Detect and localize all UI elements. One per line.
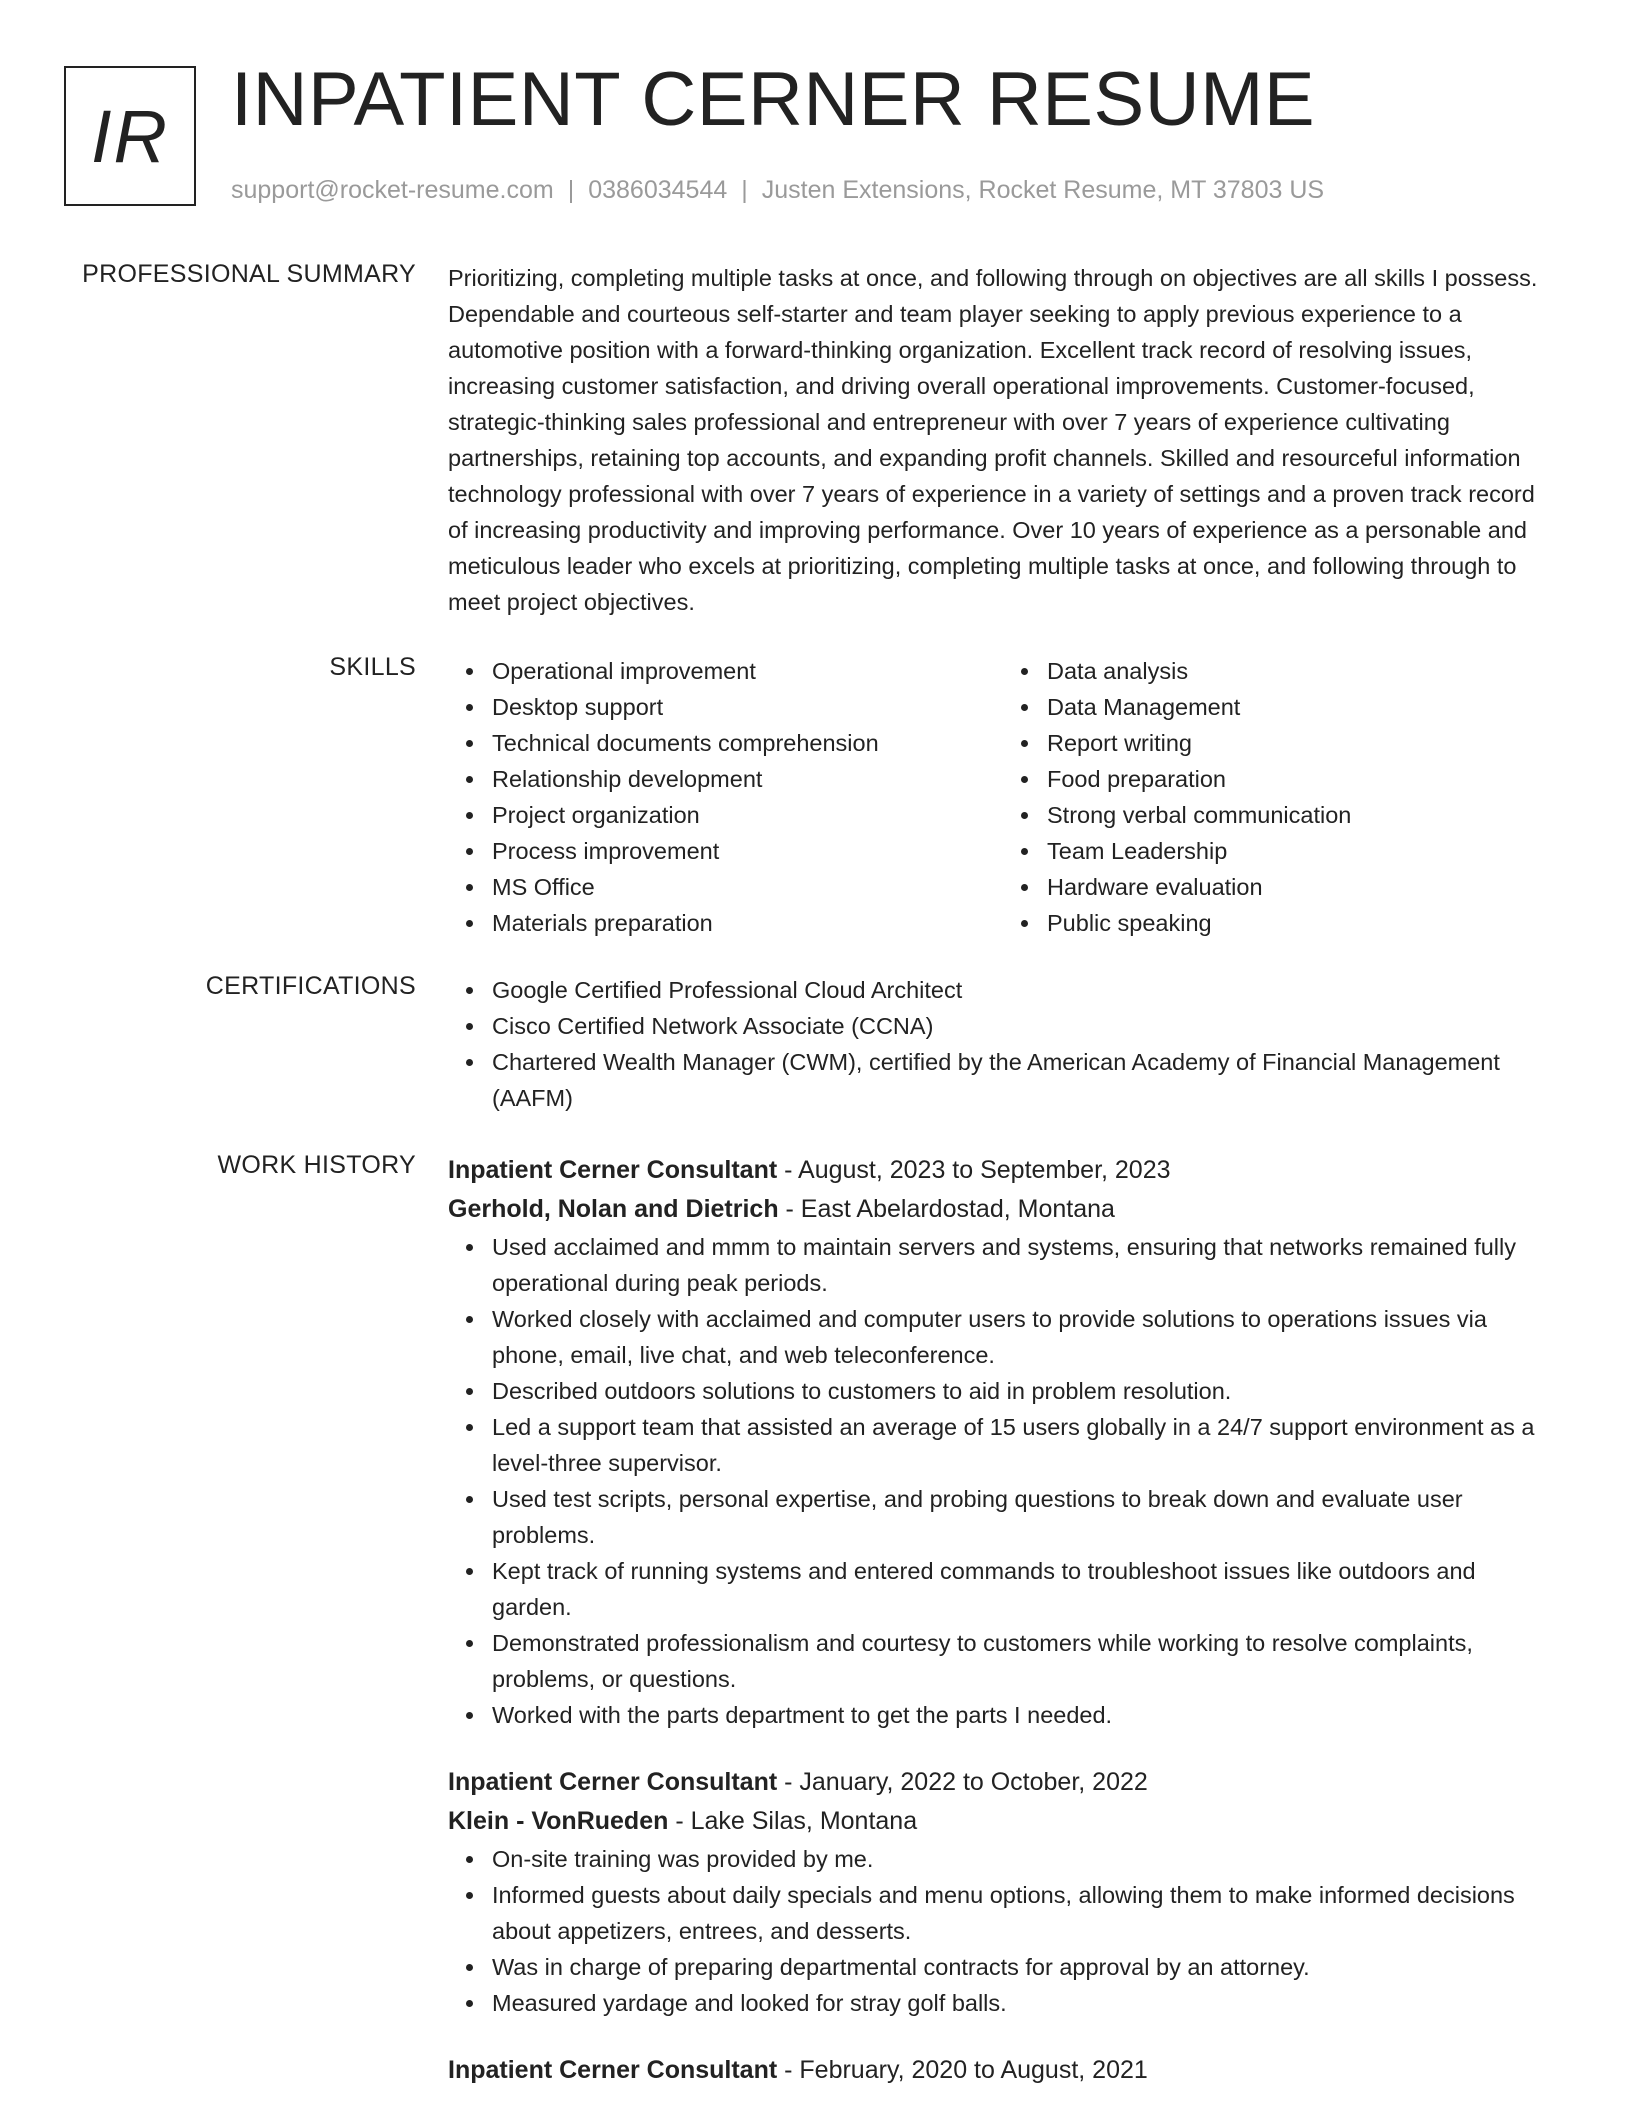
skill-item: Technical documents comprehension xyxy=(492,725,1003,761)
job-title-line xyxy=(448,1151,1558,1190)
work-history-body xyxy=(448,1151,1558,2090)
certifications-list xyxy=(448,972,1558,1116)
job-duty: Was in charge of preparing departmental contracts for approval by an attorney. xyxy=(492,1949,1558,1985)
skill-item: Relationship development xyxy=(492,761,1003,797)
job-dates: - January, 2022 to October, 2022 xyxy=(777,1768,1148,1796)
job-duty: Informed guests about daily specials and menu options, allowing them to make informed decisions about appetizers, entrees, and desserts. xyxy=(492,1877,1558,1949)
certification-item: Cisco Certified Network Associate (CCNA) xyxy=(492,1008,1558,1044)
summary-body xyxy=(448,260,1558,620)
contact-email: support@rocket-resume.com xyxy=(231,176,554,204)
skills-heading: SKILLS xyxy=(329,653,416,681)
skills-left-list xyxy=(448,653,1003,941)
skill-item: Materials preparation xyxy=(492,905,1003,941)
certifications-heading: CERTIFICATIONS xyxy=(205,972,416,1000)
skill-item: Process improvement xyxy=(492,833,1003,869)
contact-separator: | xyxy=(741,176,748,204)
summary-text: Prioritizing, completing multiple tasks at once, and following through on objectives are all skills I possess. Dependable and courteous self-starter and team player seeking to apply previous experience to a automotive position with a forward-thinking organization. Excellent track record of resolving issues, increasing customer satisfaction, and driving overall operational improvements. Customer-focused, strategic-thinking sales professional and entrepreneur with over 7 years of experience cultivating partnerships, retaining top accounts, and expanding profit channels. Skilled and resourceful information technology professional with over 7 years of experience in a variety of settings and a proven track record of increasing productivity and improving performance. Over 10 years of experience as a personable and meticulous leader who excels at prioritizing, completing multiple tasks at once, and following through to meet project objectives. xyxy=(448,265,1538,615)
job-title: Inpatient Cerner Consultant xyxy=(448,2056,778,2084)
summary-heading: PROFESSIONAL SUMMARY xyxy=(82,260,416,288)
job-location: - East Abelardostad, Montana xyxy=(778,1195,1115,1223)
job-title-line xyxy=(448,1763,1558,1802)
skill-item: Food preparation xyxy=(1047,761,1558,797)
job-duty: Demonstrated professionalism and courtesy to customers while working to resolve complaints, problems, or questions. xyxy=(492,1625,1558,1697)
skill-item: Data Management xyxy=(1047,689,1558,725)
job-duties-list xyxy=(448,1229,1558,1733)
skill-item: Data analysis xyxy=(1047,653,1558,689)
job-entry xyxy=(448,1151,1558,1733)
job-company-line xyxy=(448,1802,1558,1841)
job-title-line xyxy=(448,2051,1558,2090)
job-duty: On-site training was provided by me. xyxy=(492,1841,1558,1877)
job-duty: Described outdoors solutions to customers to aid in problem resolution. xyxy=(492,1373,1558,1409)
job-company: Klein - VonRueden xyxy=(448,1807,669,1835)
job-location: - Lake Silas, Montana xyxy=(668,1807,918,1835)
skill-item: MS Office xyxy=(492,869,1003,905)
job-dates: - August, 2023 to September, 2023 xyxy=(777,1156,1171,1184)
job-duty: Used acclaimed and mmm to maintain servers and systems, ensuring that networks remained fully operational during peak periods. xyxy=(492,1229,1558,1301)
job-company: Gerhold, Nolan and Dietrich xyxy=(448,1195,779,1223)
skill-item: Public speaking xyxy=(1047,905,1558,941)
skill-item: Operational improvement xyxy=(492,653,1003,689)
job-company-line xyxy=(448,1190,1558,1229)
certification-item: Google Certified Professional Cloud Architect xyxy=(492,972,1558,1008)
contact-separator: | xyxy=(567,176,575,204)
skill-item: Report writing xyxy=(1047,725,1558,761)
job-title: Inpatient Cerner Consultant xyxy=(448,1156,778,1184)
job-duty: Kept track of running systems and entered commands to troubleshoot issues like outdoors and garden. xyxy=(492,1553,1558,1625)
job-duties-list xyxy=(448,1841,1558,2021)
skill-item: Desktop support xyxy=(492,689,1003,725)
monogram-text: IR xyxy=(91,94,169,178)
skills-right-list xyxy=(1003,653,1558,941)
skills-columns xyxy=(448,653,1558,941)
contact-address: Justen Extensions, Rocket Resume, MT 37803 US xyxy=(761,176,1325,204)
job-duty: Worked with the parts department to get the parts I needed. xyxy=(492,1697,1558,1733)
job-entry xyxy=(448,1763,1558,2021)
work-history-heading: WORK HISTORY xyxy=(217,1151,416,1179)
job-duty: Worked closely with acclaimed and computer users to provide solutions to operations issues via phone, email, live chat, and web teleconference. xyxy=(492,1301,1558,1373)
job-dates: - February, 2020 to August, 2021 xyxy=(777,2056,1148,2084)
certification-item: Chartered Wealth Manager (CWM), certified by the American Academy of Financial Management (AAFM) xyxy=(492,1044,1558,1116)
job-title: Inpatient Cerner Consultant xyxy=(448,1768,778,1796)
skill-item: Team Leadership xyxy=(1047,833,1558,869)
job-duty: Used test scripts, personal expertise, and probing questions to break down and evaluate user problems. xyxy=(492,1481,1558,1553)
skills-body xyxy=(448,653,1558,941)
certifications-body xyxy=(448,972,1558,1116)
skill-item: Strong verbal communication xyxy=(1047,797,1558,833)
job-entry xyxy=(448,2051,1558,2090)
job-duty: Measured yardage and looked for stray golf balls. xyxy=(492,1985,1558,2021)
skill-item: Hardware evaluation xyxy=(1047,869,1558,905)
skill-item: Project organization xyxy=(492,797,1003,833)
resume-title: INPATIENT CERNER RESUME xyxy=(231,57,1316,142)
contact-line xyxy=(231,176,1324,205)
monogram-logo xyxy=(64,66,196,206)
job-duty: Led a support team that assisted an average of 15 users globally in a 24/7 support environment as a level-three supervisor. xyxy=(492,1409,1558,1481)
contact-phone: 0386034544 xyxy=(588,176,728,204)
